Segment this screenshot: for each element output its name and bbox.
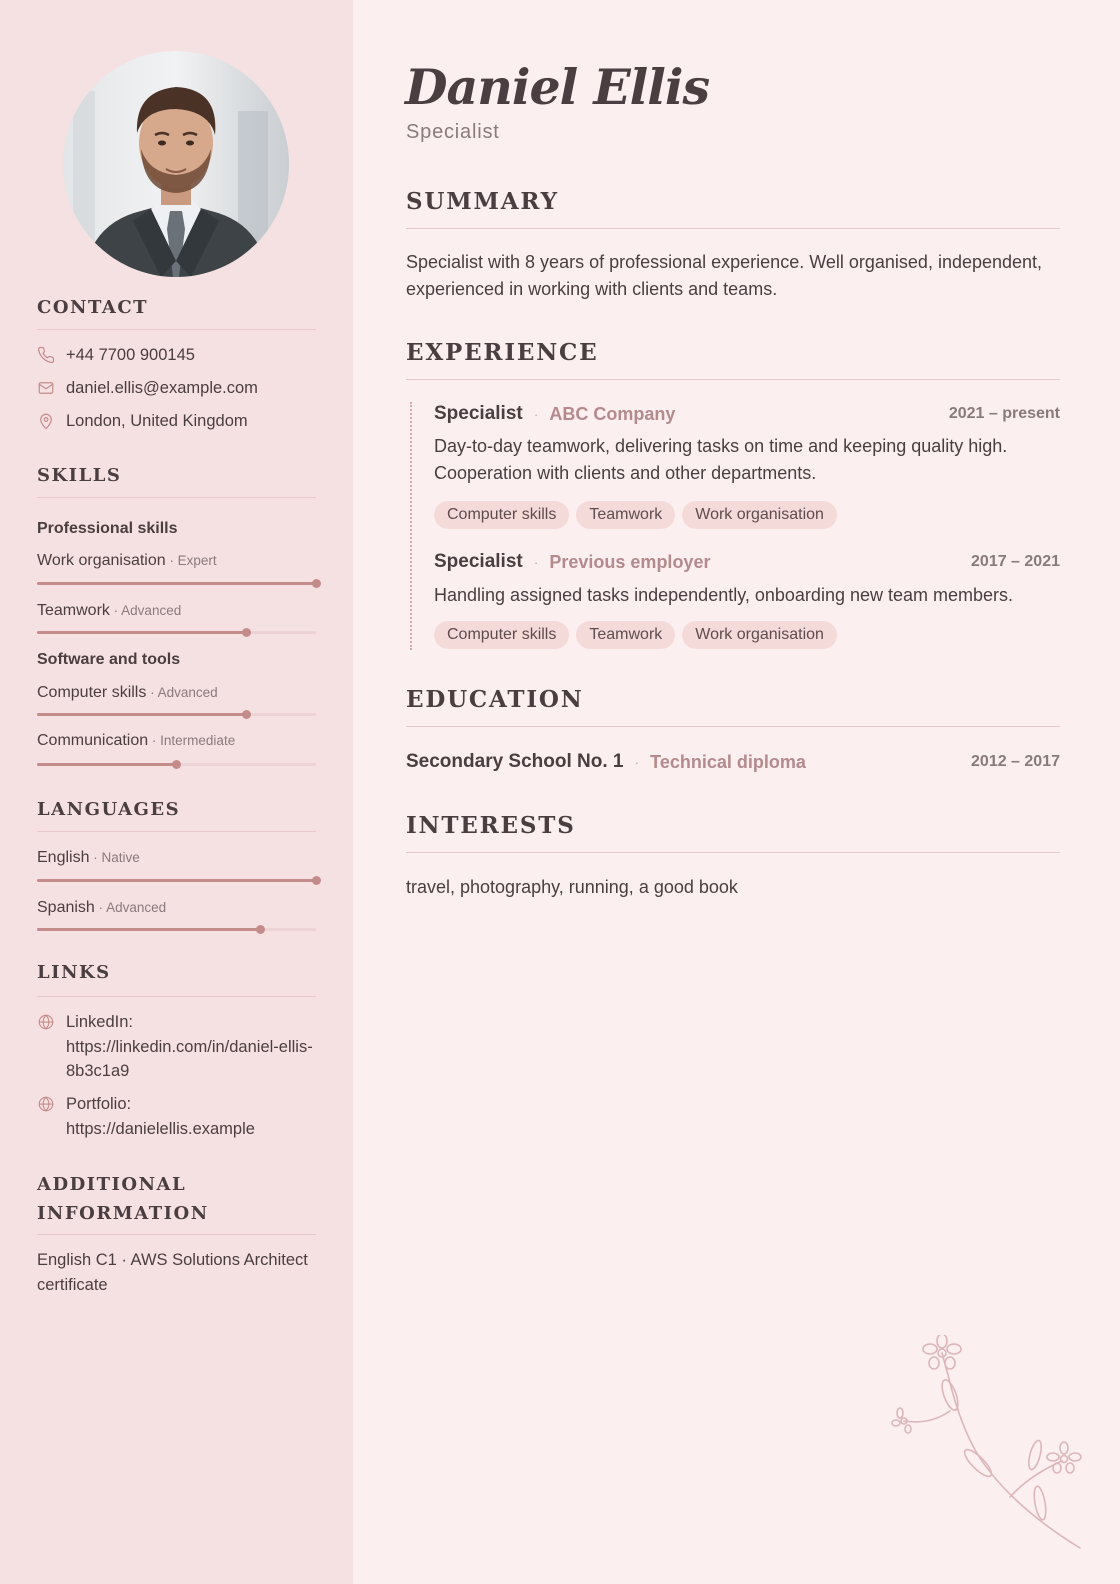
divider <box>406 726 1060 727</box>
link-label: Portfolio: <box>66 1095 132 1113</box>
job-tags <box>434 501 837 529</box>
additional-info-heading-line2: INFORMATION <box>37 1203 209 1224</box>
skill-tag: Teamwork <box>576 621 675 649</box>
divider <box>37 497 316 498</box>
divider <box>406 379 1060 380</box>
links-heading: LINKS <box>37 962 111 983</box>
job-entry-header: Specialist · Previous employer 2017 – 2021 <box>434 551 1060 572</box>
skill-tag: Computer skills <box>434 501 569 529</box>
job-description: Day-to-day teamwork, delivering tasks on time and keeping quality high. Cooperation with clients and other departments. <box>434 436 1008 483</box>
job-company: ABC Company <box>549 403 676 424</box>
additional-info-text: English C1 · AWS Solutions Architect certificate <box>37 1251 308 1294</box>
job-company: Previous employer <box>549 551 711 572</box>
portrait-photo <box>63 51 289 277</box>
language-bar <box>37 928 316 931</box>
job-tags <box>434 621 837 649</box>
contact-location-text: London, United Kingdom <box>66 411 248 430</box>
globe-icon <box>37 1092 55 1141</box>
divider <box>37 329 316 330</box>
additional-info-heading: ADDITIONAL <box>37 1174 187 1195</box>
skill-item: Work organisation · Expert <box>37 552 217 569</box>
skill-item: Computer skills · Advanced <box>37 684 218 701</box>
experience-timeline <box>410 402 412 650</box>
skill-group-heading: Software and tools <box>37 651 181 668</box>
contact-email[interactable] <box>37 377 258 399</box>
link-portfolio[interactable] <box>37 1092 316 1141</box>
skill-name: Computer skills <box>37 684 147 701</box>
skill-item: Teamwork · Advanced <box>37 602 182 619</box>
job-role: Specialist <box>406 121 500 143</box>
job-dates: 2017 – 2021 <box>971 553 1060 570</box>
link-url[interactable]: https://linkedin.com/in/daniel-ellis-8b3c1a9 <box>66 1037 313 1080</box>
language-item: Spanish · Advanced <box>37 899 167 916</box>
contact-phone-text: +44 7700 900145 <box>66 345 195 364</box>
mail-icon <box>37 379 55 397</box>
skill-name: Communication <box>37 732 149 749</box>
contact-email-text: daniel.ellis@example.com <box>66 378 258 397</box>
interests-text: travel, photography, running, a good book <box>406 877 738 897</box>
skill-bar <box>37 631 316 634</box>
contact-heading: CONTACT <box>37 297 149 318</box>
education-heading: EDUCATION <box>406 686 584 713</box>
skill-group-heading: Professional skills <box>37 520 178 537</box>
language-item: English · Native <box>37 849 140 866</box>
avatar <box>63 51 289 277</box>
link-linkedin[interactable] <box>37 1010 316 1084</box>
globe-icon <box>37 1010 55 1084</box>
summary-heading: SUMMARY <box>406 188 559 215</box>
language-name: Spanish <box>37 899 95 916</box>
language-level: Native <box>101 850 140 865</box>
experience-heading: EXPERIENCE <box>406 339 599 366</box>
skill-bar <box>37 713 316 716</box>
job-description: Handling assigned tasks independently, onboarding new team members. <box>434 585 1014 605</box>
skill-bar <box>37 582 316 585</box>
skill-level: Advanced <box>157 685 218 700</box>
language-bar <box>37 879 316 882</box>
education-entry: Secondary School No. 1 · Technical diploma 2012 – 2017 <box>406 751 1060 772</box>
divider <box>406 852 1060 853</box>
languages-heading: LANGUAGES <box>37 799 181 820</box>
job-entry-header: Specialist · ABC Company 2021 – present <box>434 403 1060 424</box>
divider <box>406 228 1060 229</box>
education-school: Secondary School No. 1 <box>406 751 624 772</box>
job-title: Specialist <box>434 551 523 572</box>
skill-level: Advanced <box>121 603 182 618</box>
skill-level: Intermediate <box>160 733 236 748</box>
contact-phone[interactable] <box>37 344 195 366</box>
skill-level: Expert <box>177 553 217 568</box>
job-dates: 2021 – present <box>948 405 1060 422</box>
skill-bar <box>37 763 316 766</box>
skill-tag: Work organisation <box>682 501 837 529</box>
full-name: Daniel Ellis <box>405 58 710 116</box>
language-level: Advanced <box>106 900 167 915</box>
skill-tag: Work organisation <box>682 621 837 649</box>
skill-tag: Computer skills <box>434 621 569 649</box>
skill-tag: Teamwork <box>576 501 675 529</box>
skill-item: Communication · Intermediate <box>37 732 236 749</box>
skills-heading: SKILLS <box>37 465 122 486</box>
education-degree: Technical diploma <box>650 751 806 772</box>
interests-heading: INTERESTS <box>406 812 576 839</box>
job-title: Specialist <box>434 403 523 424</box>
education-dates: 2012 – 2017 <box>971 753 1060 770</box>
divider <box>37 831 316 832</box>
phone-icon <box>37 346 55 364</box>
link-label: LinkedIn: <box>66 1013 133 1031</box>
skill-name: Teamwork <box>37 602 110 619</box>
location-pin-icon <box>37 412 55 430</box>
summary-text: Specialist with 8 years of professional experience. Well organised, independent, experienced in working with clients and teams. <box>406 252 1043 299</box>
floral-decoration-icon <box>890 1335 1090 1555</box>
skill-name: Work organisation <box>37 552 166 569</box>
link-url[interactable]: https://danielellis.example <box>66 1119 255 1138</box>
sidebar <box>0 0 353 1584</box>
divider <box>37 1234 316 1235</box>
contact-location <box>37 410 248 432</box>
divider <box>37 996 316 997</box>
language-name: English <box>37 849 90 866</box>
